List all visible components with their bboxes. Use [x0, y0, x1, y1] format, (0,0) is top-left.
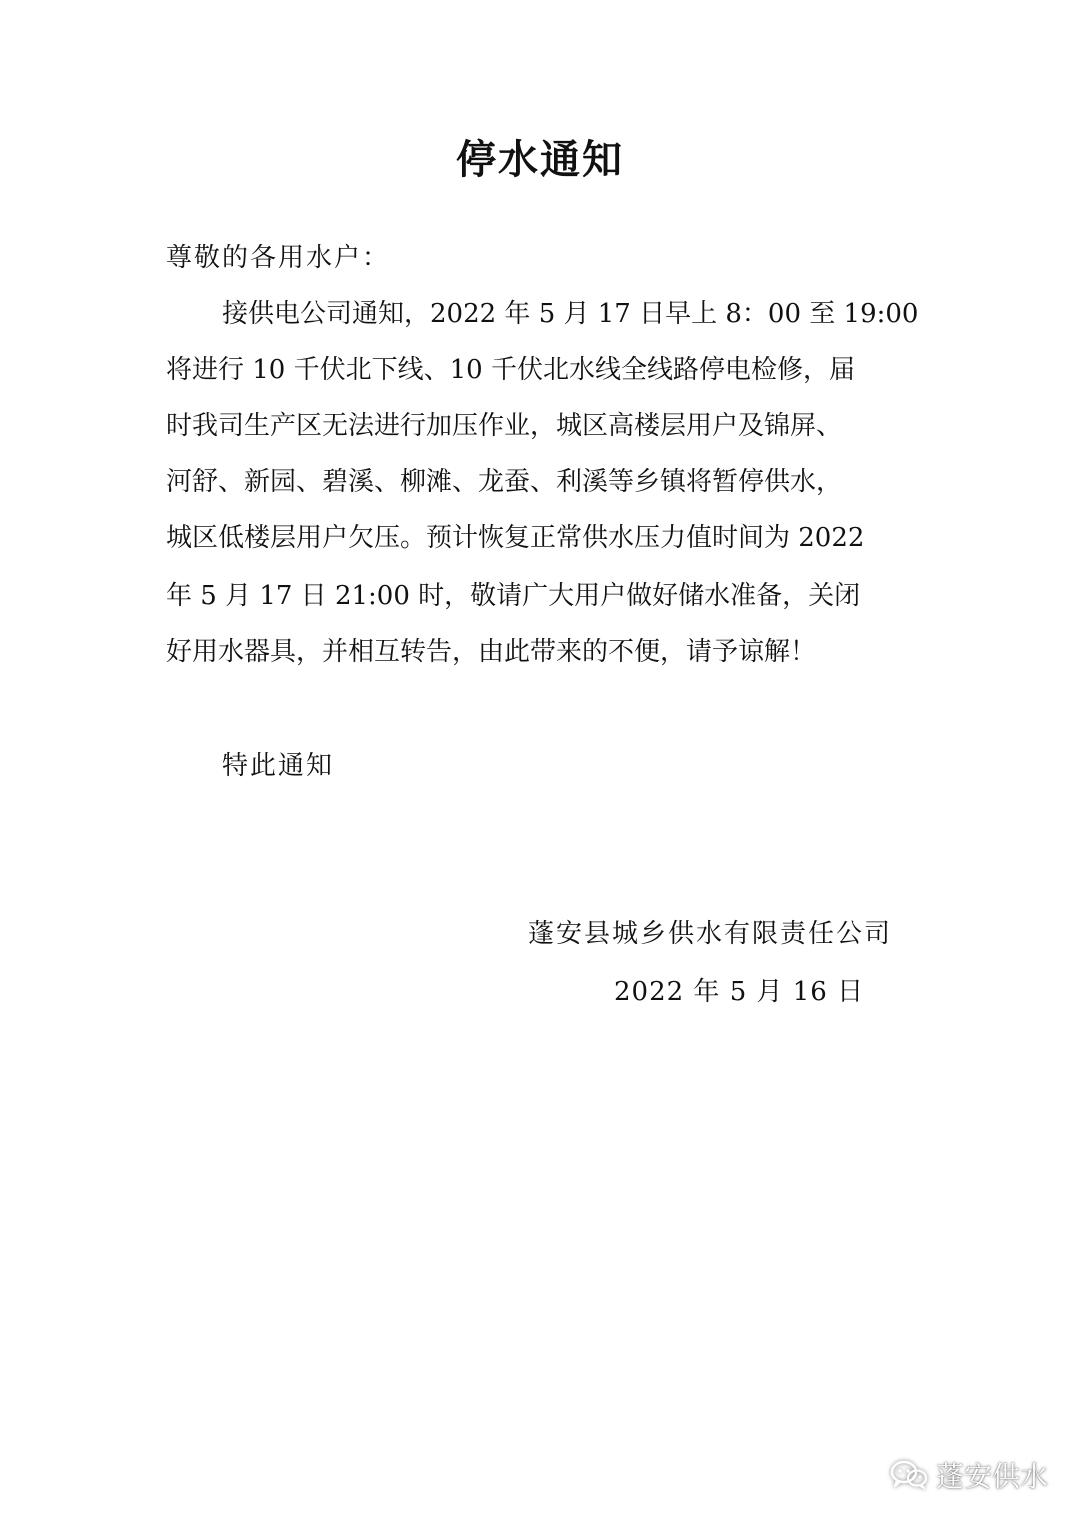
signature-company: 蓬安县城乡供水有限责任公司 [528, 919, 893, 949]
body-line: 城区低楼层用户欠压。预计恢复正常供水压力值时间为 2022 [166, 523, 865, 553]
body-line: 年 5 月 17 日 21:00 时，敬请广大用户做好储水准备，关闭 [166, 581, 861, 611]
wechat-icon [890, 1460, 928, 1490]
watermark [890, 1453, 1048, 1497]
body-line: 好用水器具，并相互转告，由此带来的不便，请予谅解！ [166, 637, 817, 667]
watermark-account-name: 蓬安供水 [935, 1460, 1048, 1493]
body-line: 河舒、新园、碧溪、柳滩、龙蚕、利溪等乡镇将暂停供水， [166, 467, 843, 497]
closing-text: 特此通知 [222, 751, 335, 781]
salutation: 尊敬的各用水户： [166, 243, 391, 273]
notice-title: 停水通知 [456, 137, 624, 183]
signature-date: 2022 年 5 月 16 日 [614, 977, 865, 1007]
body-line: 接供电公司通知，2022 年 5 月 17 日早上 8：00 至 19:00 [222, 299, 919, 329]
body-line: 时我司生产区无法进行加压作业，城区高楼层用户及锦屏、 [166, 411, 843, 441]
body-line: 将进行 10 千伏北下线、10 千伏北水线全线路停电检修，届 [166, 355, 855, 385]
